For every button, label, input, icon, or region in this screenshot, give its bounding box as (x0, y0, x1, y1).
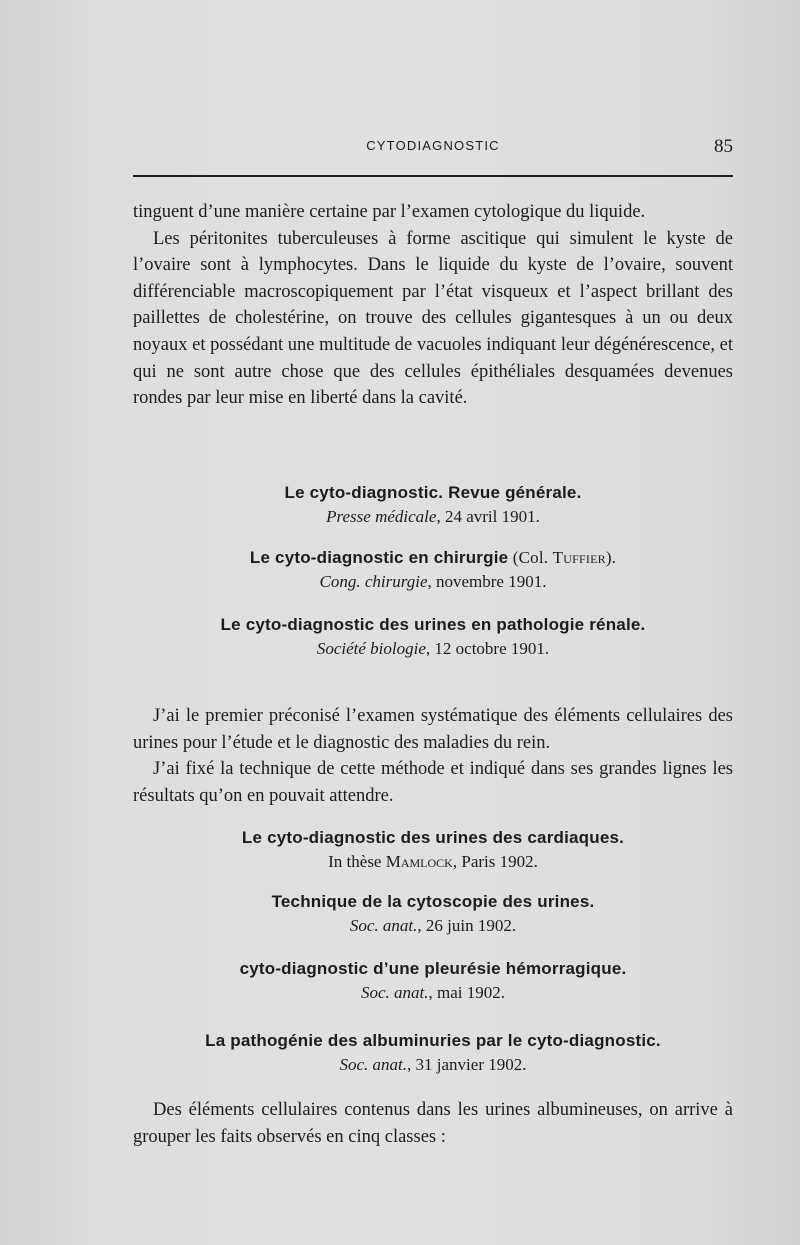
reference-entry (133, 957, 733, 1005)
reference-journal: Soc. anat. (360, 983, 429, 1002)
reference-source (133, 850, 733, 874)
intro-first-line: tinguent d’une manière certaine par l’examen cytologique du liquide. (133, 202, 646, 222)
reference-journal: Société biologie (316, 639, 426, 658)
intro-continuation (133, 199, 733, 412)
reference-author: Mamlock (385, 852, 453, 871)
reference-source (133, 914, 733, 938)
reference-title: La pathogénie des albuminuries par le cyto-diagnostic. (205, 1031, 661, 1050)
middle-paragraphs (133, 703, 733, 809)
reference-title: Le cyto-diagnostic. Revue générale. (284, 483, 582, 502)
reference-date: , 26 juin 1902. (417, 916, 517, 935)
reference-author-prefix: (Col. (508, 548, 553, 567)
closing-paragraph-text: Des éléments cellulaires contenus dans les urines albumineuses, on arrive à grouper les faits observés en cinq classes : (133, 1100, 733, 1147)
reference-entry (133, 613, 733, 661)
running-head: CYTODIAGNOSTIC (366, 138, 500, 153)
reference-date: , 31 janvier 1902. (407, 1055, 527, 1074)
reference-source (133, 981, 733, 1005)
reference-date: , mai 1902. (428, 983, 506, 1002)
header-rule (133, 175, 733, 177)
intro-paragraph: Les péritonites tuberculeuses à forme ascitique qui simulent le kyste de l’ovaire sont à lymphocytes. Dans le liquide du kyste de l’ovaire, souvent différenciable macroscopiquement par l’état visqueux et l’aspect brillant des paillettes de cholestérine, on trouve des cellules gigantesques à un ou deux noyaux et possédant une multitude de vacuoles indiquant leur dégénérescence, et qui ne sont autre chose que des cellules épithéliales desquamées devenues rondes par leur mise en liberté dans la cavité. (133, 228, 733, 409)
reference-title: Le cyto-diagnostic des urines en pathologie rénale. (220, 615, 646, 634)
reference-note-prefix: In thèse (328, 852, 386, 871)
reference-title: Technique de la cytoscopie des urines. (271, 892, 595, 911)
reference-source (133, 570, 733, 594)
reference-title (133, 546, 733, 570)
reference-entry (133, 890, 733, 938)
reference-entry (133, 546, 733, 594)
reference-journal: Presse médicale (326, 507, 437, 526)
closing-paragraph (133, 1097, 733, 1150)
reference-journal: Soc. anat. (349, 916, 418, 935)
page-header (133, 136, 733, 160)
reference-author-suffix: ). (605, 548, 617, 567)
reference-note-suffix: , Paris 1902. (452, 852, 538, 871)
reference-entry (133, 481, 733, 529)
reference-author: Tuffier (552, 548, 606, 567)
reference-title: Le cyto-diagnostic des urines des cardiaques. (241, 828, 625, 847)
page-number: 85 (714, 136, 733, 157)
reference-source (133, 1053, 733, 1077)
middle-paragraph-2: J’ai fixé la technique de cette méthode et indiqué dans ses grandes lignes les résultats qu’on en pouvait attendre. (133, 759, 733, 806)
reference-journal: Soc. anat. (339, 1055, 408, 1074)
reference-date: , 12 octobre 1901. (425, 639, 550, 658)
reference-title: cyto-diagnostic d’une pleurésie hémorragique. (239, 959, 627, 978)
reference-entry (133, 826, 733, 874)
reference-date: , novembre 1901. (427, 572, 547, 591)
reference-journal: Cong. chirurgie (319, 572, 428, 591)
reference-date: , 24 avril 1901. (436, 507, 540, 526)
reference-source (133, 505, 733, 529)
reference-title-text: Le cyto-diagnostic en chirurgie (249, 548, 509, 567)
middle-paragraph-1: J’ai le premier préconisé l’examen systématique des éléments cellulaires des urines pour l’étude et le diagnostic des maladies du rein. (133, 706, 733, 753)
reference-source (133, 637, 733, 661)
reference-entry (133, 1029, 733, 1077)
